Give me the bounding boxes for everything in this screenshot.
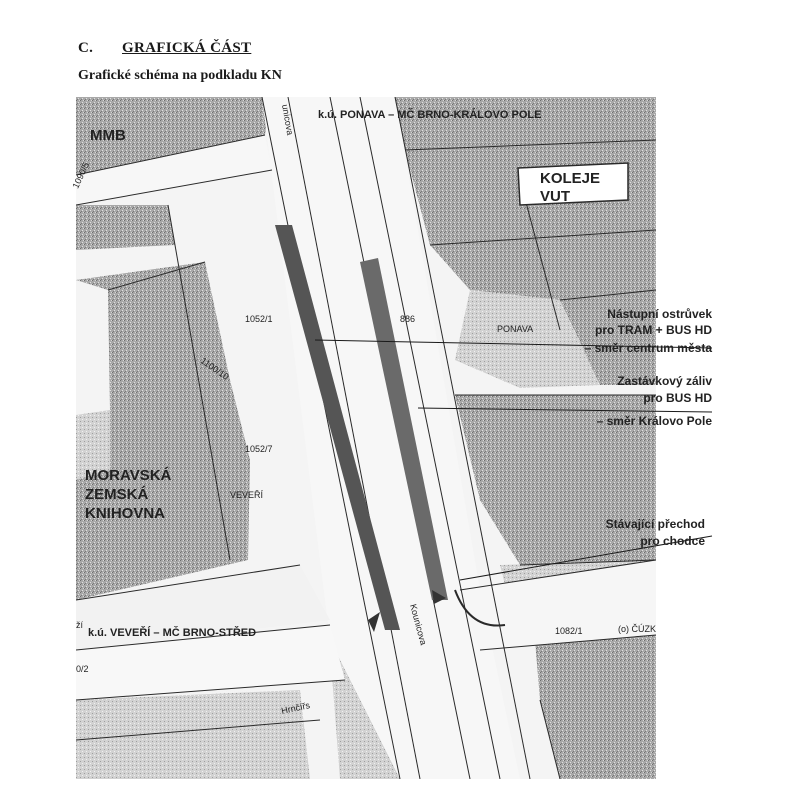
area-label-koleje: KOLEJE [540,170,601,187]
street-label-ponava: PONAVA [497,324,534,334]
street-label-kounicova: Kounicova [408,602,429,647]
section-number: C. [78,40,94,56]
bay-annotation-line1: Zastávkový záliv [617,374,712,388]
section-title: GRAFICKÁ ČÁST [122,40,252,56]
cadastral-label-north: k.ú. PONAVA – MČ BRNO-KRÁLOVO POLE [318,109,542,121]
parcel-1082-1: 1082/1 [555,626,583,636]
parcel-1052-1: 1052/1 [245,314,273,324]
area-label-mmb: MMB [90,127,126,144]
area-label-library-1: MORAVSKÁ [85,467,172,484]
street-label-hrncirska: Hrnčířs [280,700,311,716]
parcel-1052-7: 1052/7 [245,444,273,454]
cadastral-label-south: k.ú. VEVEŘÍ – MČ BRNO-STŘED [88,627,257,639]
parcel-0-2: 0/2 [76,664,89,674]
island-annotation-line2: pro TRAM + BUS HD [595,323,712,337]
street-label-veveri: VEVEŘÍ [230,490,264,500]
area-label-koleje-vut: VUT [540,188,570,205]
parcel-886: 886 [400,314,416,324]
street-label-cuzk: (o) ČÚZK [618,624,656,634]
area-label-library-2: ZEMSKÁ [85,486,149,503]
bay-annotation-line3: – směr Královo Pole [596,414,712,428]
island-annotation-line3: – směr centrum města [584,341,712,355]
crossing-annotation-line1: Stávající přechod [605,517,705,531]
parcel-1090-5: 1090/5 [70,160,92,190]
parcel-zi: ží [76,620,84,630]
parcel-1100-10: 1100/10 [198,355,231,382]
map-subtitle: Grafické schéma na podkladu KN [78,68,282,83]
bay-annotation-line2: pro BUS HD [643,391,712,405]
street-label-kounicova-north: unicova [280,103,296,136]
area-label-library-3: KNIHOVNA [85,505,166,522]
crossing-annotation-line2: pro chodce [640,534,705,548]
island-annotation-line1: Nástupní ostrůvek [607,307,712,321]
